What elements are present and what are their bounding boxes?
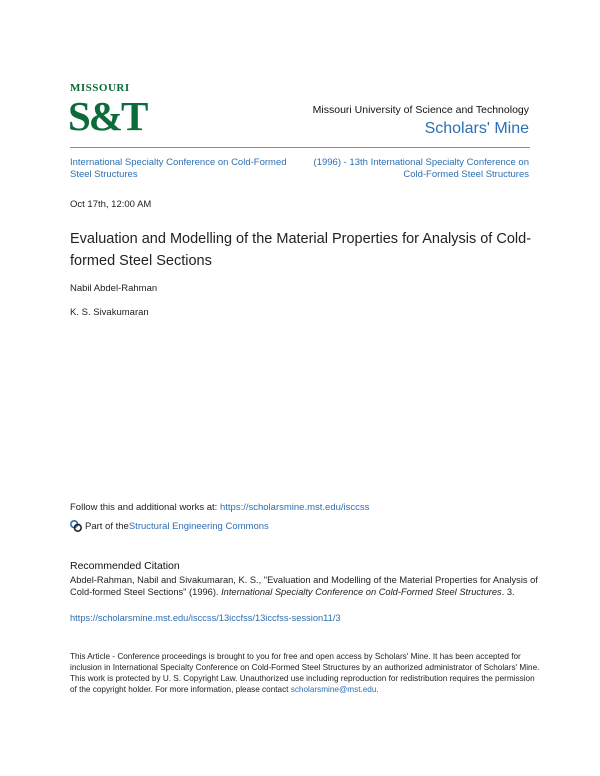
citation-body: Abdel-Rahman, Nabil and Sivakumaran, K. S., "Evaluation and Modelling of the Material Properties for Analysis of Cold-formed Steel Sections" (1996). (70, 575, 538, 597)
access-notice (70, 651, 540, 695)
notice-end: . (376, 685, 379, 694)
follow-link[interactable]: https://scholarsmine.mst.edu/isccss (219, 502, 370, 513)
citation-suffix: . 3. (501, 587, 515, 597)
commons-icon (70, 520, 82, 532)
follow-line (70, 502, 369, 513)
logo-missouri-wordmark: MISSOURI (70, 82, 130, 94)
contact-email-link[interactable]: scholarsmine@mst.edu (290, 685, 377, 694)
recommended-citation-heading: Recommended Citation (70, 560, 180, 572)
part-of-line (70, 520, 269, 532)
part-of-prefix: Part of the (85, 520, 129, 532)
citation-text (70, 574, 540, 598)
breadcrumb-conference-link[interactable]: International Specialty Conference on Cold-Formed Steel Structures (70, 157, 287, 180)
publication-date: Oct 17th, 12:00 AM (70, 199, 152, 210)
institution-name: Missouri University of Science and Technology (312, 104, 529, 116)
header-divider (70, 147, 530, 148)
paper-title: Evaluation and Modelling of the Material Properties for Analysis of Cold-formed Steel Sections (70, 231, 532, 269)
logo-st-mark: S&T (68, 93, 147, 139)
breadcrumb-proceedings-link[interactable]: (1996) - 13th International Specialty Conference on Cold-Formed Steel Structures (313, 157, 529, 180)
author-name: K. S. Sivakumaran (70, 307, 149, 318)
citation-journal: International Specialty Conference on Cold-Formed Steel Structures (221, 587, 502, 597)
follow-prefix: Follow this and additional works at: (70, 502, 220, 513)
author-name: Nabil Abdel-Rahman (70, 283, 158, 294)
commons-link[interactable]: Structural Engineering Commons (128, 520, 269, 532)
notice-text: This Article - Conference proceedings is brought to you for free and open access by Scholars' Mine. It has been accepted for inclusion in International Specialty Conference on Cold-Formed Steel Structures by an authorized administrator of Scholars' Mine. This work is protected by U. S. Copyright Law. Unauthorized use including reproduction for redistribution requires the permission of the copyright holder. For more information, please contact (70, 652, 540, 694)
citation-url-link[interactable]: https://scholarsmine.mst.edu/isccss/13iccfss/13iccfss-session11/3 (70, 613, 341, 623)
repository-link[interactable]: Scholars' Mine (424, 120, 529, 137)
